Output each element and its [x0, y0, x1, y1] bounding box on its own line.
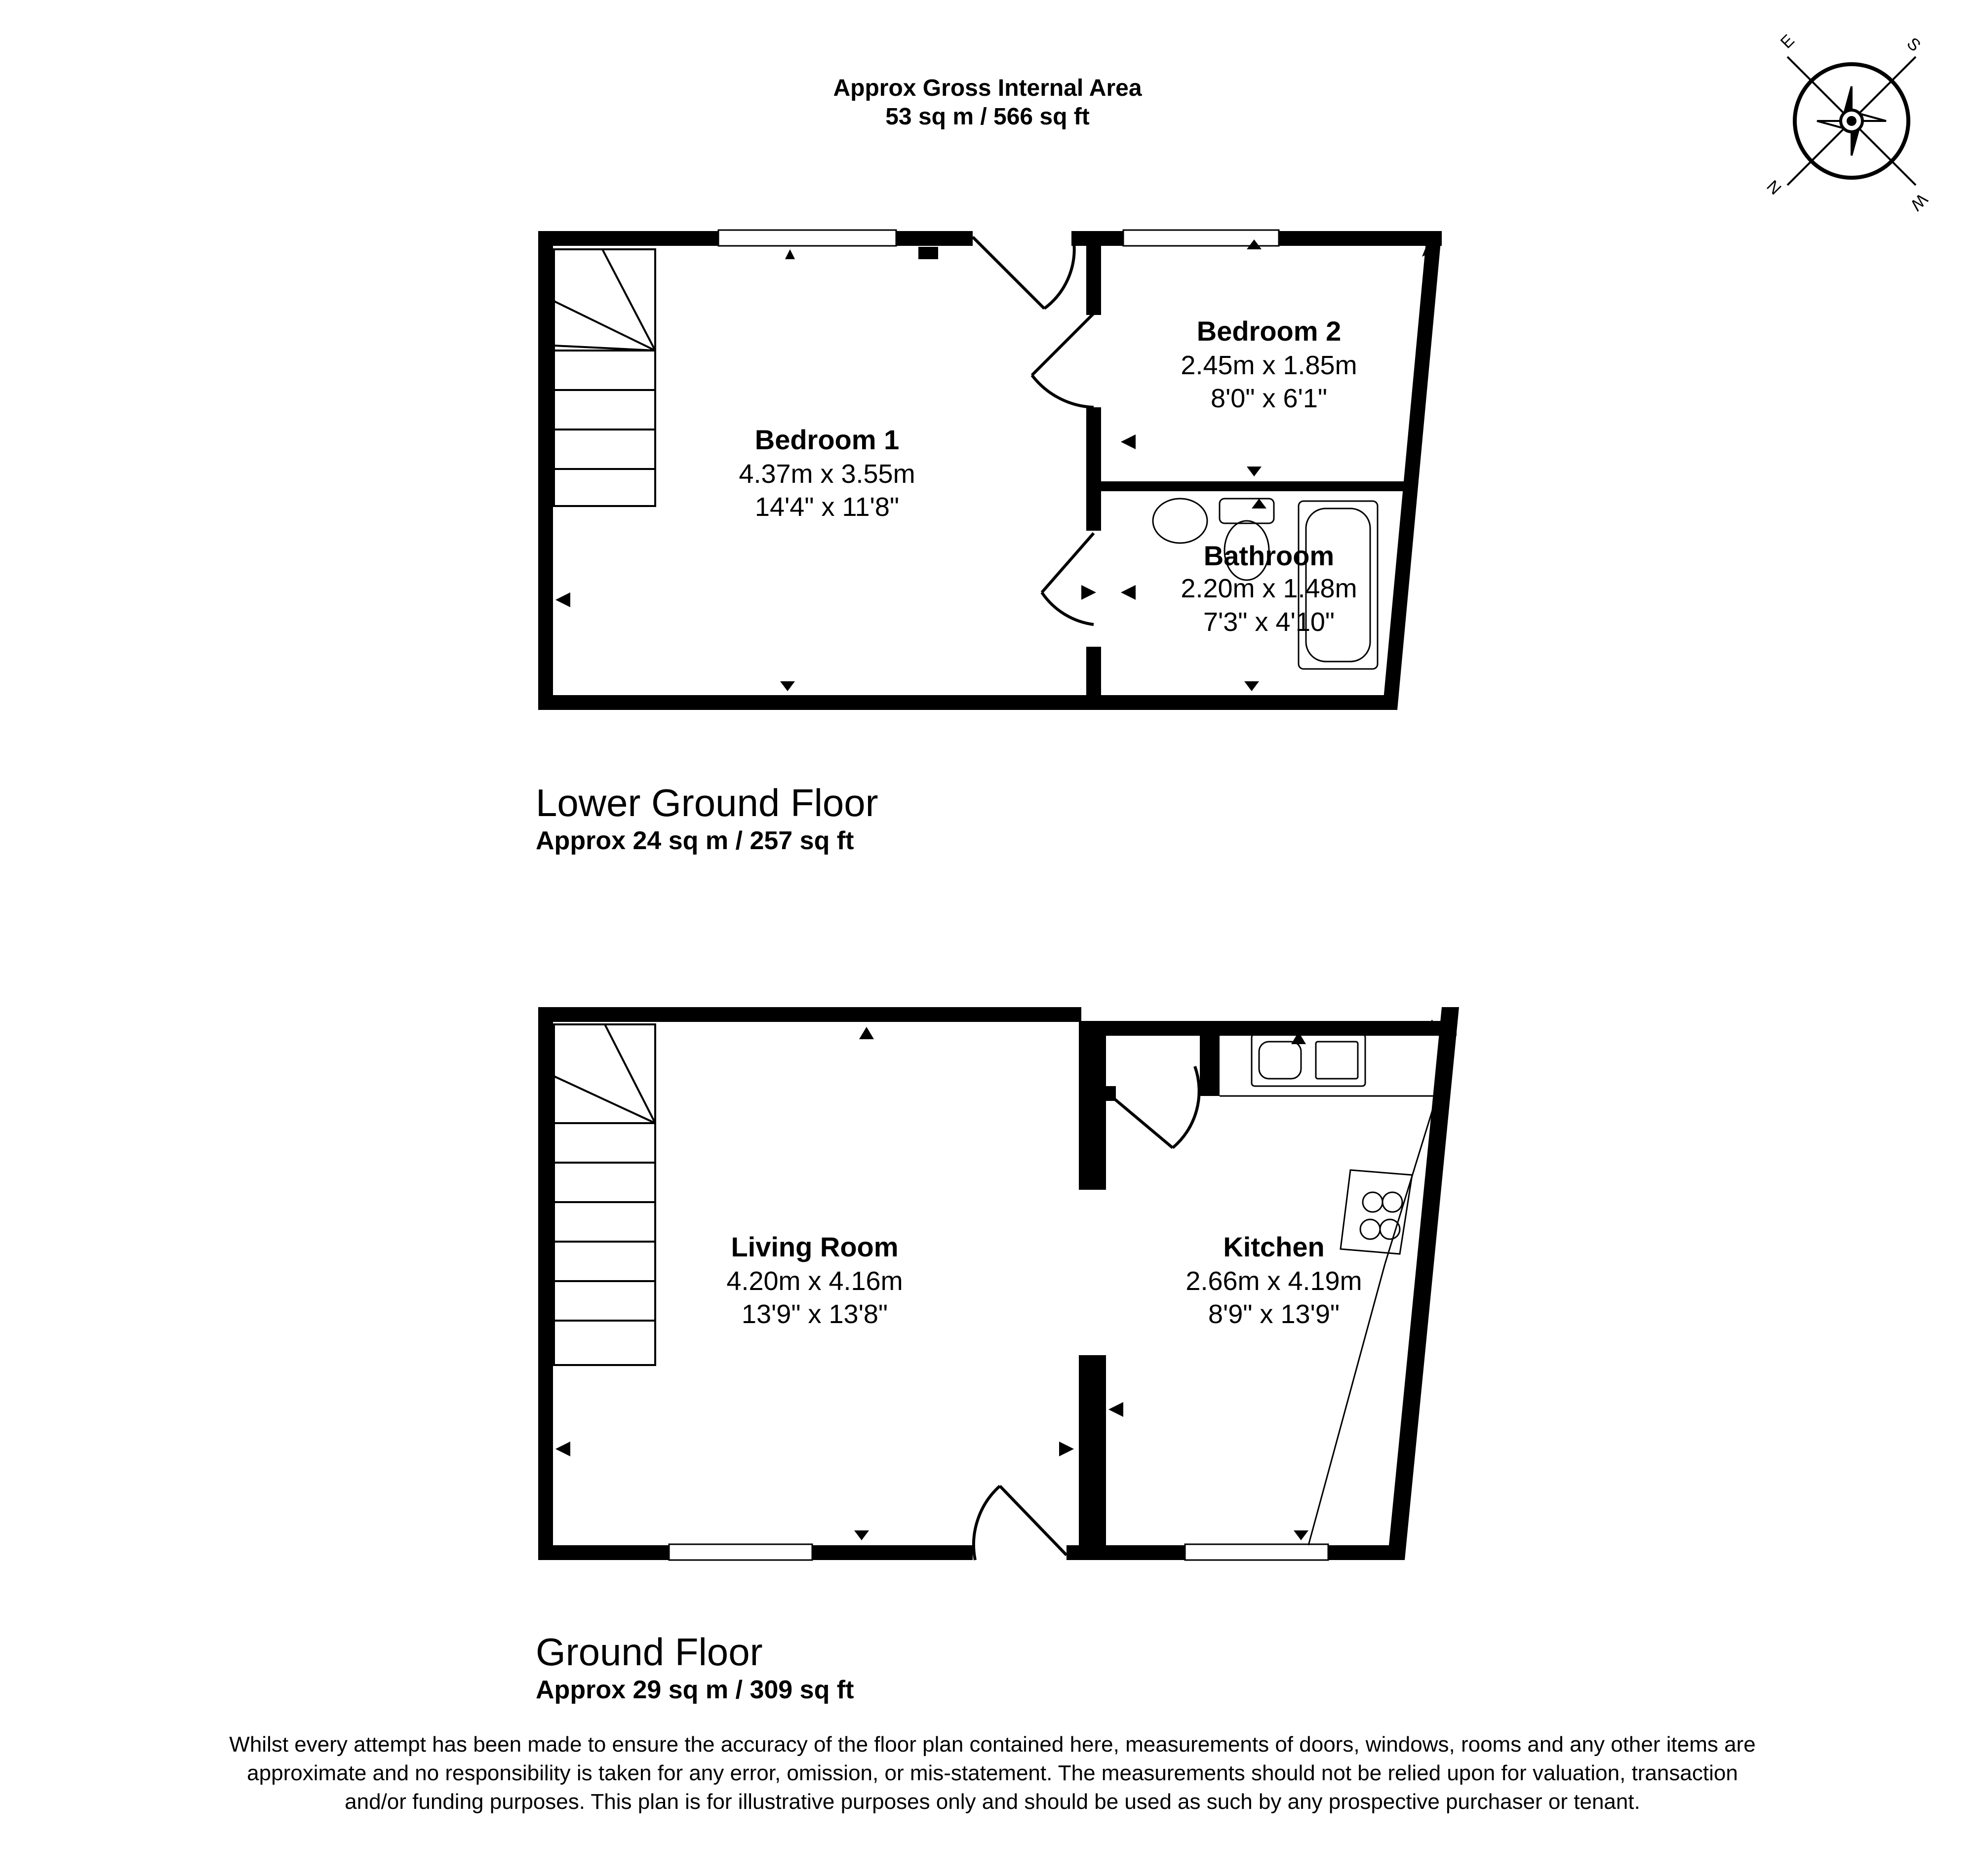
gross-area-value: 53 sq m / 566 sq ft — [885, 104, 1090, 130]
room-size-metric-bedroom-2: 2.45m x 1.85m — [1181, 351, 1357, 380]
wall — [1200, 1022, 1220, 1096]
ground-floor-area: Approx 29 sq m / 309 sq ft — [536, 1676, 854, 1704]
ground-floor-title: Ground Floor — [536, 1630, 763, 1674]
disclaimer-text: Whilst every attempt has been made to ensure the accuracy of the floor plan contained here, measurements of doors, windows, rooms and any other items are approximate and no responsibility is taken for any error, omission, or mis-statement. The measurements should not be relied upon for valuation, transaction and/or funding purposes. This plan is for illustrative purposes only and should be used as such by any prospective purchaser or tenant. — [229, 1732, 1756, 1814]
room-size-metric-bedroom-1: 4.37m x 3.55m — [739, 459, 915, 489]
wall — [538, 1007, 1081, 1022]
wall — [538, 1007, 553, 1560]
wall — [1387, 1007, 1459, 1560]
room-name-kitchen: Kitchen — [1223, 1231, 1325, 1262]
lower-floor-title: Lower Ground Floor — [536, 781, 878, 824]
window — [1185, 1544, 1328, 1560]
room-name-bathroom: Bathroom — [1203, 540, 1335, 571]
room-size-imperial-kitchen: 8'9" x 13'9" — [1208, 1299, 1340, 1329]
window — [669, 1544, 812, 1560]
room-size-metric-living-room: 4.20m x 4.16m — [726, 1266, 903, 1296]
room-size-imperial-living-room: 13'9" x 13'8" — [741, 1299, 888, 1329]
compass-letter-n: N — [1763, 176, 1785, 198]
ground-floor-caption — [536, 1629, 854, 1705]
room-size-imperial-bedroom-2: 8'0" x 6'1" — [1210, 384, 1328, 413]
wall — [1079, 1022, 1106, 1190]
compass-letter-e: E — [1777, 31, 1798, 52]
room-name-bedroom-1: Bedroom 1 — [754, 424, 900, 455]
wall — [1079, 1355, 1106, 1560]
compass-letter-s: S — [1903, 34, 1925, 55]
lower-floor-area: Approx 24 sq m / 257 sq ft — [536, 826, 854, 855]
room-size-imperial-bedroom-1: 14'4" x 11'8" — [754, 492, 900, 522]
compass-letter-w: W — [1906, 190, 1932, 214]
room-name-bedroom-2: Bedroom 2 — [1196, 315, 1342, 347]
room-name-living-room: Living Room — [731, 1231, 899, 1262]
room-size-imperial-bathroom: 7'3" x 4'10" — [1203, 607, 1335, 637]
gross-area-title: Approx Gross Internal Area — [833, 75, 1142, 101]
room-size-metric-bathroom: 2.20m x 1.48m — [1181, 574, 1357, 603]
room-size-metric-kitchen: 2.66m x 4.19m — [1185, 1266, 1362, 1296]
